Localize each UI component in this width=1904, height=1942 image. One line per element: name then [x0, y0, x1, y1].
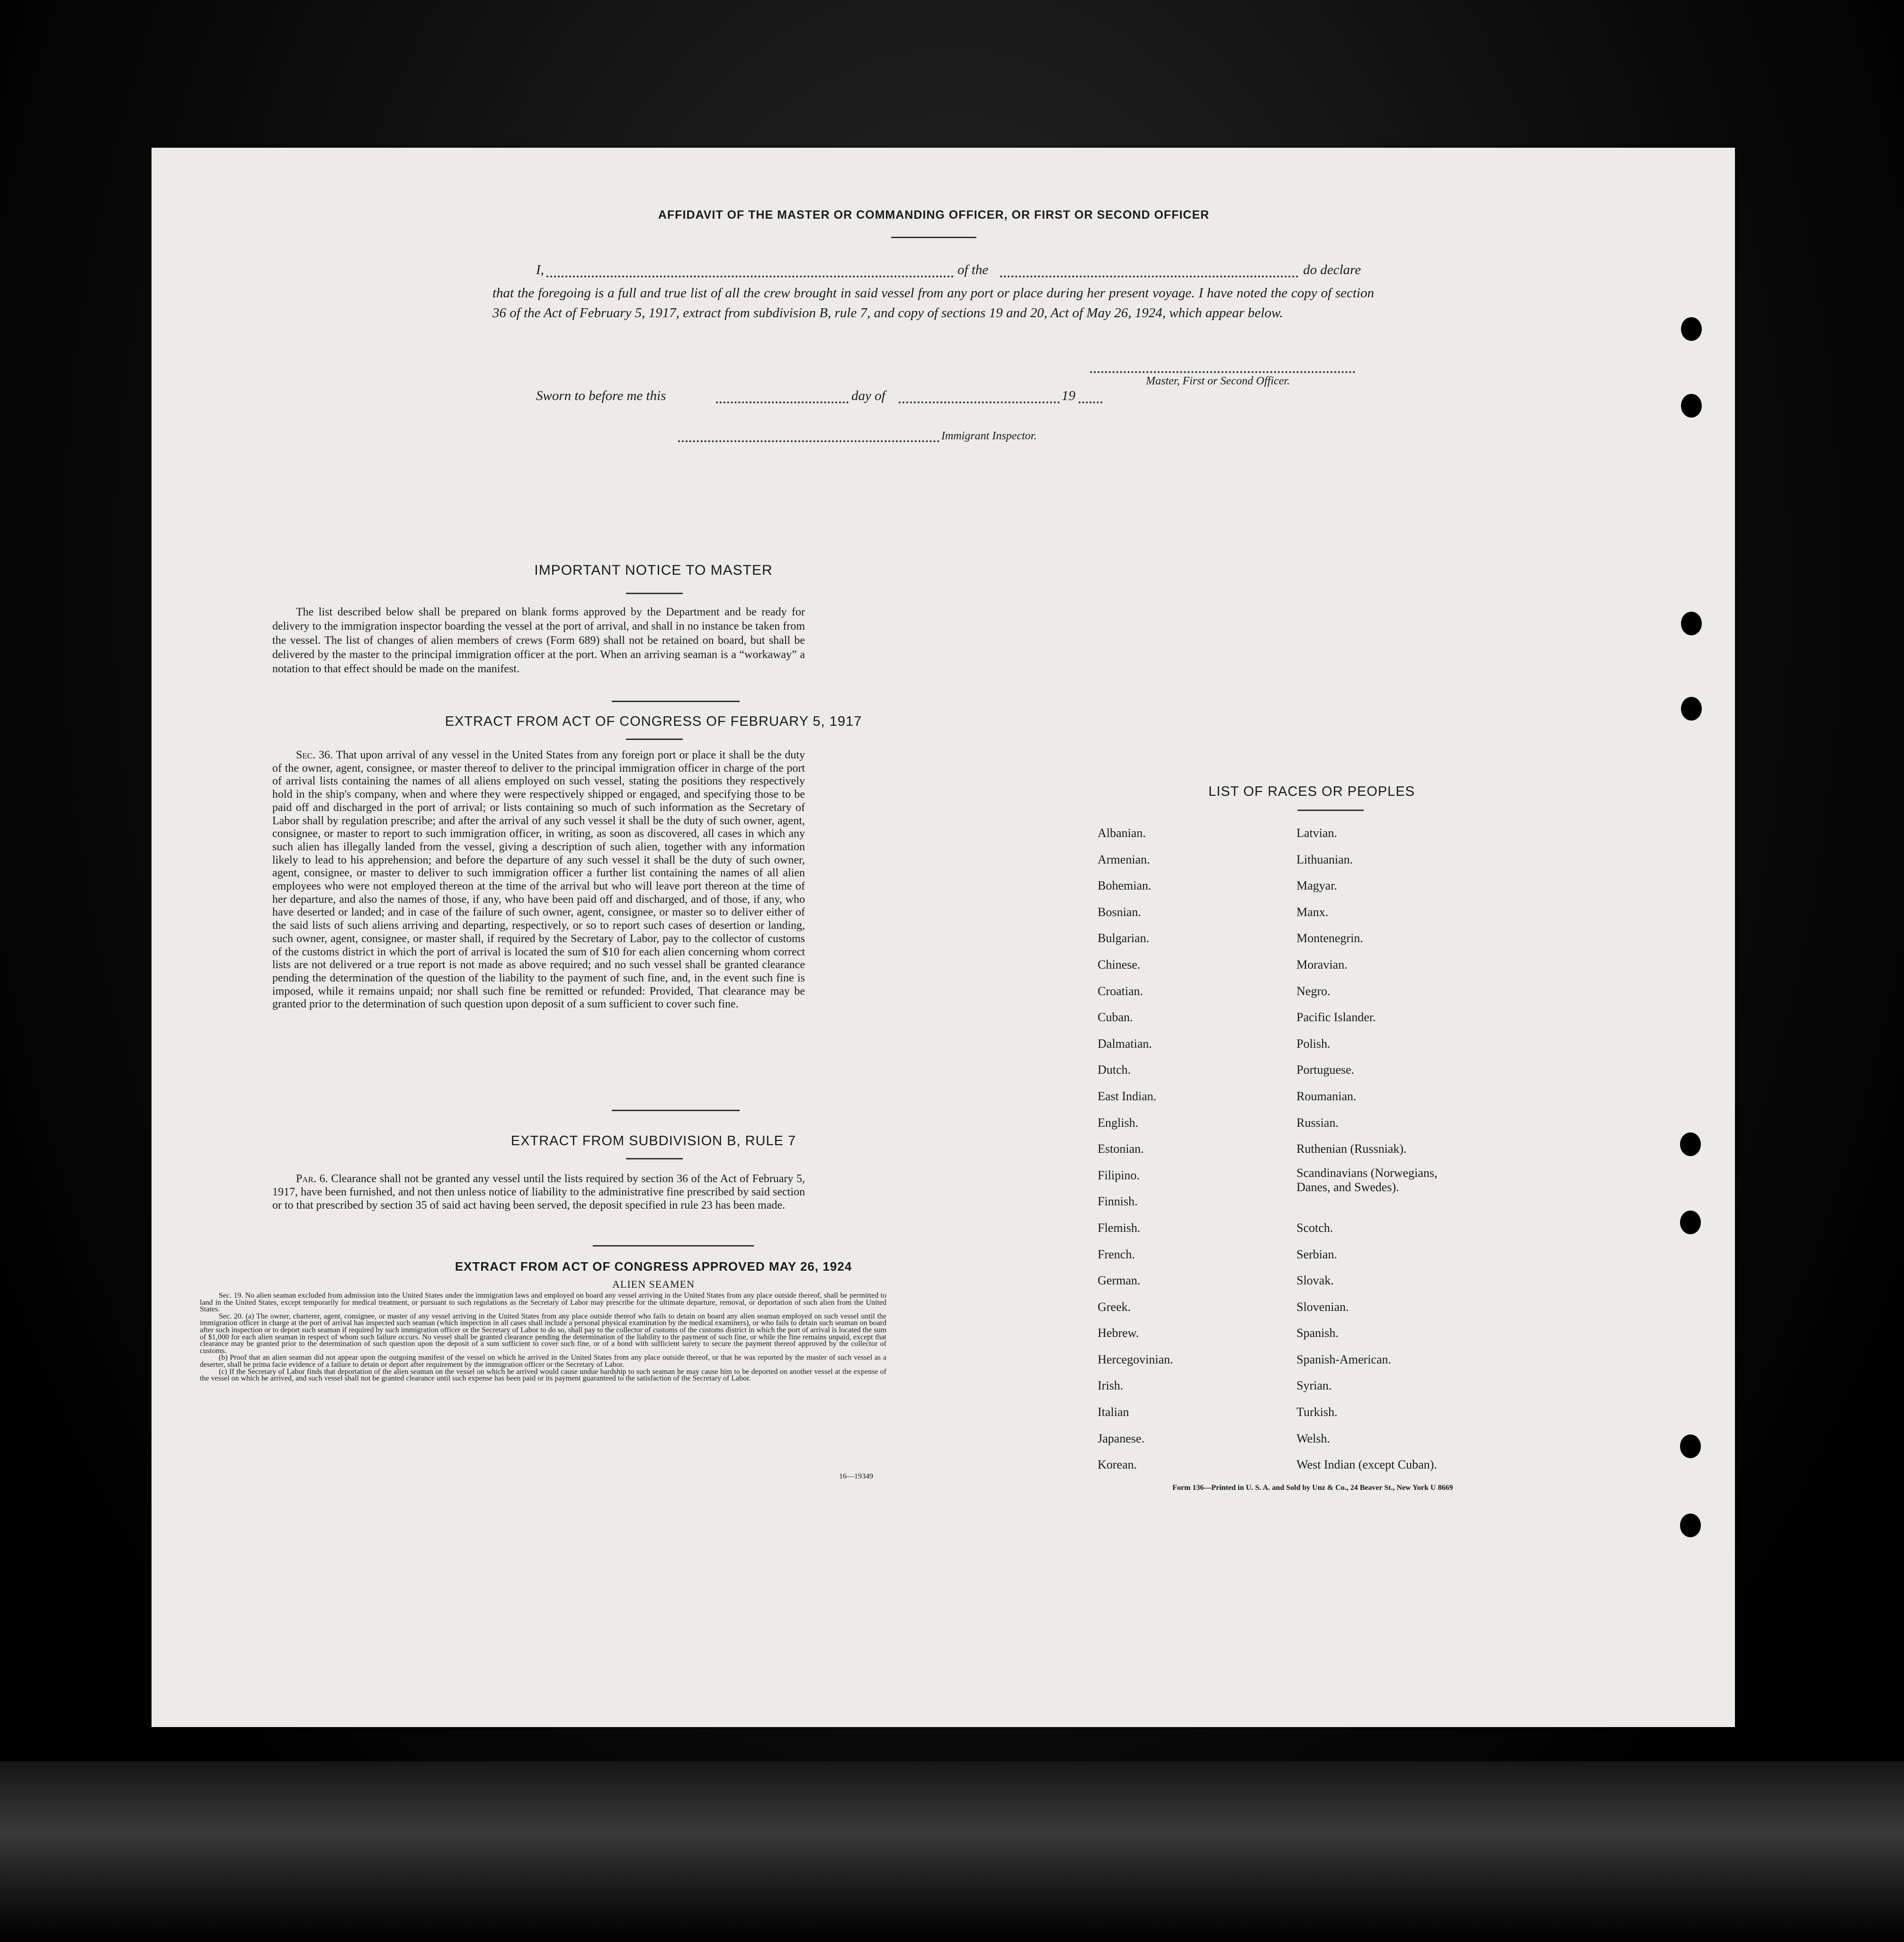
race-item: Scandinavians (Norwegians, Danes, and Swedes). — [1296, 1166, 1438, 1194]
race-item: Croatian. — [1098, 984, 1144, 998]
race-item: Lithuanian. — [1296, 852, 1353, 866]
extract-1924-body — [200, 1292, 886, 1382]
races-left-column — [1098, 820, 1278, 1478]
races-rule — [1297, 810, 1364, 811]
race-item: Cuban. — [1098, 1010, 1133, 1024]
race-item: Negro. — [1296, 984, 1331, 998]
section-divider — [612, 1110, 740, 1111]
race-item: Serbian. — [1296, 1247, 1337, 1261]
race-item: Turkish. — [1296, 1405, 1338, 1419]
race-item: Dalmatian. — [1098, 1036, 1152, 1051]
race-item: West Indian (except Cuban). — [1296, 1458, 1437, 1472]
scanner-bottom-band — [0, 1761, 1904, 1942]
do-declare-label: do declare — [1303, 262, 1361, 277]
notice-rule — [626, 593, 683, 594]
race-item: Korean. — [1098, 1458, 1137, 1472]
race-item: Latvian. — [1296, 826, 1337, 840]
vessel-field[interactable] — [1000, 276, 1298, 277]
races-right-column — [1296, 820, 1533, 1478]
race-item: Hercegovinian. — [1098, 1352, 1173, 1366]
race-item: Welsh. — [1296, 1431, 1330, 1445]
race-item: East Indian. — [1098, 1089, 1157, 1103]
extract-1924-title: EXTRACT FROM ACT OF CONGRESS APPROVED MAY 26, 1924 — [455, 1259, 852, 1274]
sec-19-text: Sec. 19. No alien seaman excluded from admission into the United States under the immigration laws and employed on board any vessel arriving in the United States from any place outside thereof, shall be permitted to land in the United States, except temporarily for medical treatment, or pursuant to such regulations as the Secretary of Labor may prescribe for the ultimate departure, removal, or deportation of such alien from the United States. — [200, 1292, 886, 1314]
sec-20c-text: (c) If the Secretary of Labor finds that deportation of the alien seaman on the vessel on which he arrived would cause undue hardship to such seaman he may cause him to be deported on another vessel at the expense of the vessel on which he arrived, and such vessel shall not be granted clearance until such expense has been paid or its payment guaranteed to the satisfaction of the Secretary of Labor. — [200, 1367, 886, 1383]
sworn-prefix: Sworn to before me this — [536, 388, 666, 403]
race-item: Bulgarian. — [1098, 931, 1150, 945]
binder-hole — [1680, 1211, 1701, 1234]
race-item: Portuguese. — [1296, 1063, 1355, 1077]
race-item: Spanish. — [1296, 1326, 1339, 1340]
binder-hole — [1681, 394, 1702, 418]
race-item: German. — [1098, 1274, 1141, 1288]
alien-seamen-subtitle: ALIEN SEAMEN — [612, 1278, 695, 1290]
year-prefix: 19 — [1062, 388, 1075, 403]
race-item: Flemish. — [1098, 1220, 1141, 1235]
signature-label: Master, First or Second Officer. — [1146, 375, 1290, 387]
name-field[interactable] — [546, 276, 954, 277]
sec-20a-text: Sec. 20. (a) The owner, charterer, agent, consignee, or master of any vessel arriving in the United States from any place outside thereof who fails to detain on board any alien seaman employed on such vessel until the immigration officer in charge at the port of arrival has inspected such seaman (which inspection in all cases shall include a personal physical examination by the medical examiners), or who fails to detain such seaman on board after such inspection or to deport such seaman if required by such immigration officer or the Secretary of Labor to do so, shall pay to the collector of customs of the customs district in which the port of arrival is located the sum of $1,000 for each alien seaman in respect of whom such failure occurs. No vessel shall be granted clearance pending the determination of the liability to the payment of such fine, or while the fine remains unpaid, except that clearance may be granted prior to the determination of such question upon the deposit of a sum sufficient to cover such fine, or of a bond with sufficient surety to secure the payment thereof approved by the collector of customs. — [200, 1312, 886, 1355]
rule-7-title: EXTRACT FROM SUBDIVISION B, RULE 7 — [510, 1133, 796, 1149]
binder-hole — [1680, 1514, 1701, 1537]
binder-hole — [1681, 612, 1702, 635]
section-divider — [593, 1245, 754, 1247]
races-title: LIST OF RACES OR PEOPLES — [1208, 784, 1415, 799]
race-item: Armenian. — [1098, 852, 1150, 866]
extract-1917-body — [272, 749, 805, 1011]
race-item: Italian — [1098, 1405, 1129, 1419]
rule-7-rule — [626, 1158, 683, 1159]
binder-hole — [1681, 317, 1702, 341]
race-item: Irish. — [1098, 1379, 1124, 1393]
race-item: Slovenian. — [1296, 1300, 1349, 1314]
notice-body: The list described below shall be prepared on blank forms approved by the Department and be ready for delivery to the immigration inspector boarding the vessel at the port of arrival, and shall in no instance be taken from the vessel. The list of changes of alien members of crews (Form 689) shall not be retained on board, but shall be delivered by the master to the principal immigration officer at the port. When an arriving seaman is a “workaway” a notation to that effect should be made on the manifest. — [272, 606, 805, 675]
sworn-year-field[interactable] — [1079, 401, 1102, 403]
sworn-month-field[interactable] — [899, 401, 1060, 403]
race-item: Roumanian. — [1296, 1089, 1357, 1103]
sec-36-text: That upon arrival of any vessel in the United States from any foreign port or place it shall be the duty of the owner, agent, consignee, or master thereof to deliver to the principal immigration officer in charge of the port of arrival lists containing the names of all aliens employed on such vessel, stating the positions they respectively hold in the ship's company, when and where they were respectively shipped or engaged, and specifying those to be paid off and discharged in the port of arrival; or lists containing so much of such information as the Secretary of Labor shall by regulation prescribe; and after the arrival of any such vessel it shall be the duty of such owner, agent, consignee, or master to report to such immigration officer, in writing, as soon as discovered, all cases in which any such alien has illegally landed from the vessel, giving a description of such alien, together with any information likely to lead to his apprehension; and before the departure of any such vessel it shall be the duty of such owner, agent, consignee, or master to deliver to such immigration officer a further list containing the names of all alien employees who were not employed thereon at the time of the arrival but who will leave port thereon at the time of her departure, and also the names of those, if any, who have been paid off and discharged, and of those, if any, who have deserted or landed; and in case of the failure of such owner, agent, consignee, or master so to deliver either of the said lists of such aliens arriving and departing, respectively, or so to report such cases of desertion or landing, such owner, agent, consignee, or master shall, if required by the Secretary of Labor, pay to the collector of customs of the customs district in which the port of arrival is located the sum of $10 for each alien concerning whom correct lists are not delivered or a true report is not made as above required; and no such vessel shall be granted clearance pending the determination of the question of the liability to the payment of such fine, and, in the event such fine is imposed, while it remains unpaid; nor shall such fine be remitted or refunded: Provided, That clearance may be granted prior to the determination of such question upon deposit of a sum sufficient to cover such fine. — [272, 749, 805, 1011]
extract-1917-rule — [626, 739, 683, 740]
race-item: Finnish. — [1098, 1194, 1138, 1209]
document-page — [152, 148, 1735, 1727]
race-item: Filipino. — [1098, 1168, 1140, 1182]
sworn-day-field[interactable] — [716, 401, 849, 403]
sec-36-label: Sec. 36. — [296, 749, 333, 761]
race-item: Montenegrin. — [1296, 931, 1363, 945]
race-item: Ruthenian (Russniak). — [1296, 1142, 1407, 1156]
notice-title: IMPORTANT NOTICE TO MASTER — [534, 562, 773, 578]
i-label: I, — [536, 262, 544, 277]
binder-hole — [1681, 697, 1702, 721]
master-signature-field[interactable] — [1090, 371, 1355, 373]
race-item: Spanish-American. — [1296, 1352, 1392, 1366]
par-6-text: Clearance shall not be granted any vessel until the lists required by section 36 of the Act of February 5, 1917, have been furnished, and not then unless notice of liability to the administrative fine prescribed by said section or to that prescribed by section 35 of said act having been served, the deposit specified in rule 23 has been made. — [272, 1173, 805, 1212]
affidavit-declaration-line — [536, 262, 1530, 281]
race-item: Bohemian. — [1098, 879, 1152, 893]
race-item: Slovak. — [1296, 1274, 1334, 1288]
affidavit-title: AFFIDAVIT OF THE MASTER OR COMMANDING OFFICER, OR FIRST OR SECOND OFFICER — [658, 208, 1210, 222]
race-item: Russian. — [1296, 1115, 1339, 1130]
race-item: Moravian. — [1296, 957, 1348, 971]
sworn-line — [536, 388, 1199, 407]
par-6-label: Par. 6. — [296, 1173, 328, 1185]
rule-7-body — [272, 1172, 805, 1212]
race-item: Hebrew. — [1098, 1326, 1139, 1340]
inspector-label: Immigrant Inspector. — [941, 430, 1037, 442]
of-the-label: of the — [957, 262, 989, 277]
race-item: Chinese. — [1098, 957, 1141, 971]
extract-1917-title: EXTRACT FROM ACT OF CONGRESS OF FEBRUARY 5, 1917 — [445, 714, 862, 729]
race-item: Manx. — [1296, 905, 1329, 919]
inspector-signature-field[interactable] — [678, 440, 939, 442]
race-item: French. — [1098, 1247, 1135, 1261]
race-item: Albanian. — [1098, 826, 1146, 840]
race-item: English. — [1098, 1115, 1138, 1130]
race-item: Magyar. — [1296, 879, 1337, 893]
race-item: Estonian. — [1098, 1142, 1144, 1156]
day-of-label: day of — [851, 388, 885, 403]
section-divider — [612, 701, 740, 702]
binder-hole — [1680, 1132, 1701, 1156]
form-printer-note: Form 136—Printed in U. S. A. and Sold by Unz & Co., 24 Beaver St., New York U 8669 — [1172, 1484, 1453, 1492]
sec-20b-text: (b) Proof that an alien seaman did not appear upon the outgoing manifest of the vessel on which he arrived in the United States from any place outside thereof, or that he was reported by the master of such vessel as a deserter, shall be prima facie evidence of a failure to detain or deport after requirement by the immigration officer or the Secretary of Labor. — [200, 1354, 886, 1369]
race-item: Syrian. — [1296, 1379, 1332, 1393]
race-item: Japanese. — [1098, 1431, 1144, 1445]
binder-hole — [1680, 1434, 1701, 1458]
race-item: Bosnian. — [1098, 905, 1141, 919]
race-item: Dutch. — [1098, 1063, 1131, 1077]
title-rule — [891, 237, 976, 238]
affidavit-body: that the foregoing is a full and true list of all the crew brought in said vessel from any port or place during her present voyage. I have noted the copy of section 36 of the Act of February 5, 1917, extract from subdivision B, rule 7, and copy of sections 19 and 20, Act of May 26, 1924, which appear below. — [492, 285, 1374, 321]
race-item: Greek. — [1098, 1300, 1131, 1314]
form-code: 16—19349 — [839, 1472, 873, 1480]
race-item: Polish. — [1296, 1036, 1331, 1051]
race-item: Pacific Islander. — [1296, 1010, 1376, 1024]
race-item: Scotch. — [1296, 1220, 1333, 1235]
